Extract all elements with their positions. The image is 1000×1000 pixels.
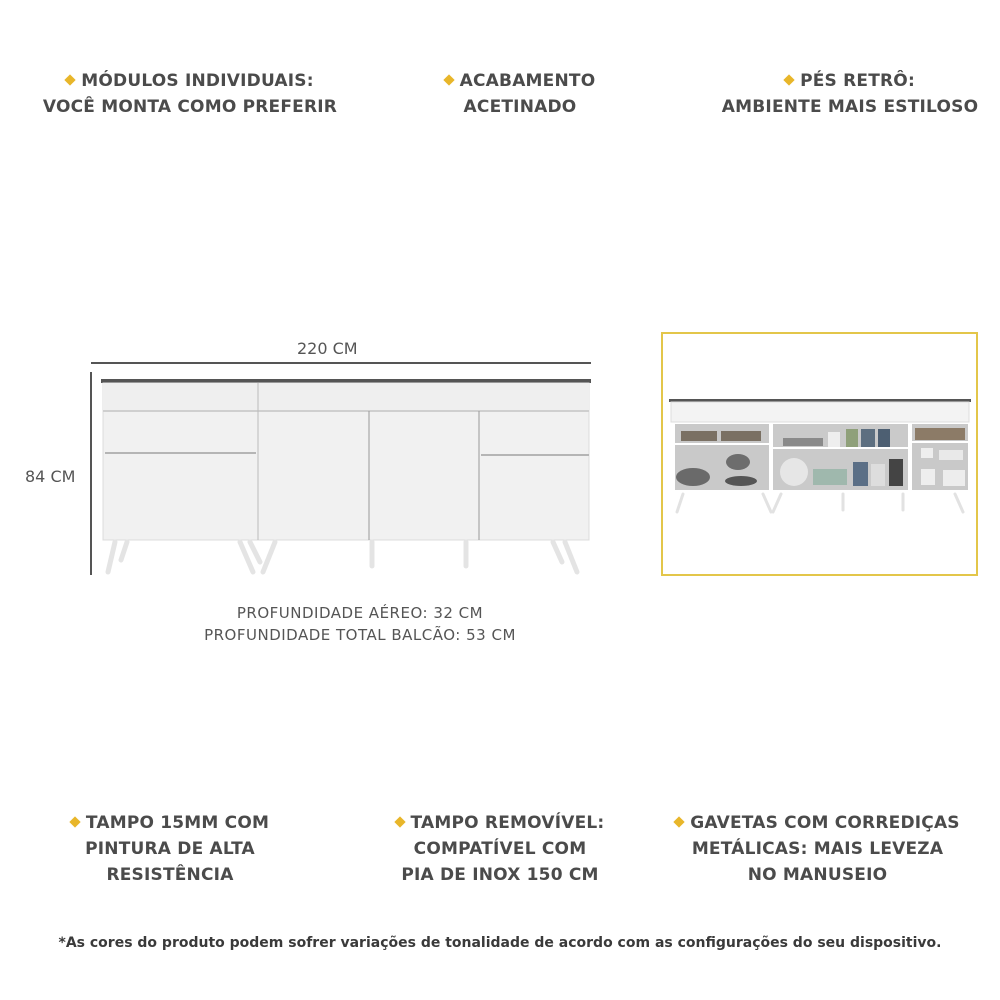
- depth-balcao: PROFUNDIDADE TOTAL BALCÃO: 53 CM: [204, 626, 516, 644]
- feature-tampo-15mm: [50, 810, 290, 888]
- width-label: 220 CM: [297, 339, 358, 358]
- feature-tampo-removivel: [375, 810, 625, 888]
- feature-subtitle: AMBIENTE MAIS ESTILOSO: [721, 97, 979, 117]
- feature-line: PIA DE INOX 150 CM: [401, 865, 599, 885]
- color-disclaimer: *As cores do produto podem sofrer variações de tonalidade de acordo com as configurações do seu dispositivo.: [58, 935, 942, 951]
- feature-line: METÁLICAS: MAIS LEVEZA: [691, 839, 944, 859]
- feature-subtitle: ACETINADO: [463, 97, 577, 117]
- feature-line: RESISTÊNCIA: [106, 865, 234, 885]
- height-label: 84 CM: [25, 467, 76, 486]
- depth-aereo: PROFUNDIDADE AÉREO: 32 CM: [236, 604, 484, 622]
- feature-title: MÓDULOS INDIVIDUAIS:: [81, 71, 314, 91]
- diamond-bullet-icon: [394, 816, 405, 827]
- diamond-bullet-icon: [674, 816, 685, 827]
- feature-title: GAVETAS COM CORREDIÇAS: [690, 813, 960, 833]
- feature-line: PINTURA DE ALTA: [85, 839, 255, 859]
- feature-line: NO MANUSEIO: [747, 865, 888, 885]
- feature-gavetas: [660, 810, 975, 888]
- diamond-bullet-icon: [69, 816, 80, 827]
- feature-title: PÉS RETRÔ:: [800, 71, 915, 91]
- depth-info: [150, 602, 570, 646]
- feature-subtitle: VOCÊ MONTA COMO PREFERIR: [42, 97, 338, 117]
- feature-title: ACABAMENTO: [459, 71, 596, 91]
- cabinet-photo: [661, 332, 978, 576]
- feature-title: TAMPO 15MM COM: [85, 813, 270, 833]
- open-cabinet-illustration: [663, 334, 976, 574]
- feature-line: COMPATÍVEL COM: [413, 839, 587, 859]
- feature-title: TAMPO REMOVÍVEL:: [410, 813, 605, 833]
